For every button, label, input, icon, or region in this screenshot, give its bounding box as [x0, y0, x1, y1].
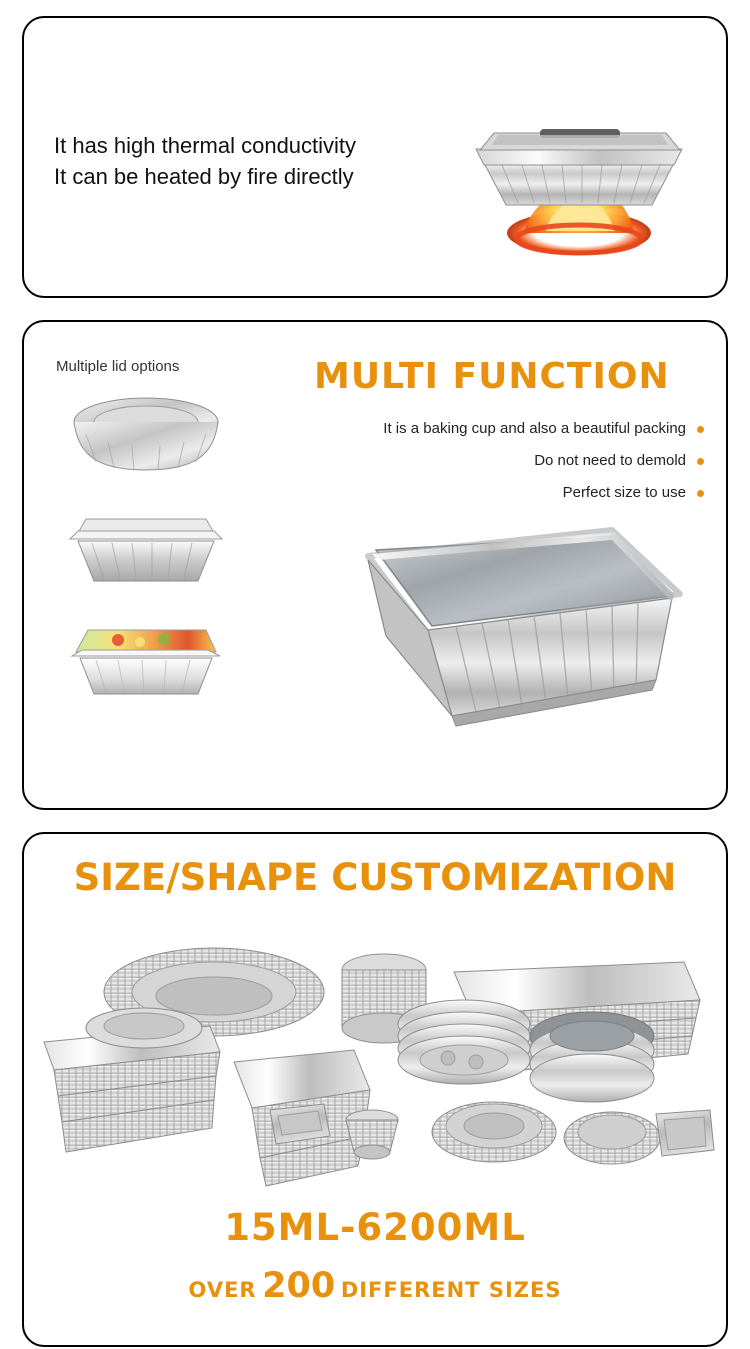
containers-group-svg: [24, 914, 728, 1194]
lid-option-round-foil: [56, 390, 246, 485]
thermal-conductivity-panel: [22, 16, 728, 298]
sizes-number: 200: [262, 1266, 336, 1306]
thermal-line-1: It has high thermal conductivity: [54, 133, 357, 158]
multi-function-bullet-list: [383, 420, 704, 516]
list-item: Do not need to demold: [383, 452, 704, 469]
lid-option-printed-lid: [56, 616, 246, 711]
size-shape-title: SIZE/SHAPE CUSTOMIZATION: [73, 856, 677, 899]
lid-options-column: [56, 390, 246, 711]
size-shape-customization-panel: [22, 832, 728, 1347]
thermal-text-block: [54, 130, 356, 192]
main-foil-container-image: [316, 510, 696, 765]
multi-function-title: MULTI FUNCTION: [314, 356, 670, 397]
volume-range-text: 15ML-6200ML: [224, 1206, 526, 1249]
tray-flame-svg: [454, 93, 704, 283]
lid-options-label: Multiple lid options: [56, 358, 180, 375]
multi-function-panel: [22, 320, 728, 810]
sizes-count-line: [24, 1266, 726, 1306]
sizes-suffix: DIFFERENT SIZES: [340, 1278, 562, 1302]
list-item: Perfect size to use: [383, 484, 704, 501]
thermal-line-2: It can be heated by fire directly: [54, 164, 354, 189]
foil-tray-over-flame-image: [454, 93, 704, 283]
lid-option-clear-lid: [56, 503, 246, 598]
sizes-prefix: OVER: [188, 1278, 257, 1302]
list-item: It is a baking cup and also a beautiful packing: [383, 420, 704, 437]
assorted-containers-image: [24, 914, 726, 1194]
